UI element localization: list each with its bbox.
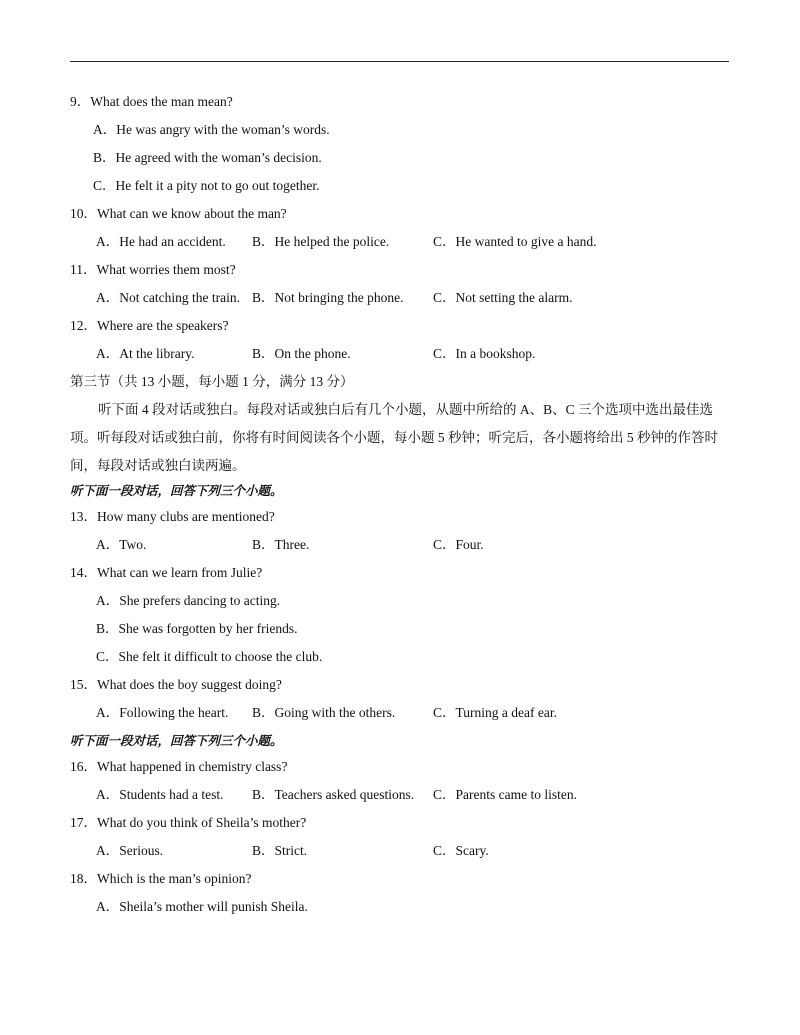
question-stem: 15．What does the boy suggest doing?: [70, 677, 282, 692]
option-b: B．Going with the others.: [252, 705, 396, 720]
option-b: B．Strict.: [252, 843, 308, 858]
option-b: B．On the phone.: [252, 346, 351, 361]
dialogue-note: 听下面一段对话，回答下列三个小题。: [70, 483, 283, 498]
option-a: A．Not catching the train.: [96, 290, 240, 305]
option-c: C．Four.: [433, 537, 484, 552]
question-stem: 17．What do you think of Sheila’s mother?: [70, 815, 307, 830]
option-a: A．Following the heart.: [96, 705, 229, 720]
option-c: C．He wanted to give a hand.: [433, 234, 597, 249]
option-c: C．Parents came to listen.: [433, 787, 577, 802]
question-stem: 9．What does the man mean?: [70, 94, 233, 109]
option-c: C．In a bookshop.: [433, 346, 536, 361]
option-a: A．He was angry with the woman’s words.: [93, 122, 330, 137]
question-stem: 11．What worries them most?: [70, 262, 236, 277]
option-b: B．He agreed with the woman’s decision.: [93, 150, 322, 165]
option-c: C．Not setting the alarm.: [433, 290, 573, 305]
option-a: A．Two.: [96, 537, 147, 552]
option-b: B．Three.: [252, 537, 310, 552]
option-c: C．He felt it a pity not to go out together.: [93, 178, 320, 193]
option-c: C．Scary.: [433, 843, 489, 858]
question-stem: 10．What can we know about the man?: [70, 206, 287, 221]
header-rule: [70, 61, 729, 62]
section-heading: 第三节（共 13 小题，每小题 1 分，满分 13 分）: [70, 374, 354, 389]
section-instructions: 听下面 4 段对话或独白。每段对话或独白后有几个小题，从题中所给的 A、B、C 三个选项中选出最佳选项。听每段对话或独白前，你将有时间阅读各个小题，每小题 5 秒钟；听完后，各小题将给出 5 秒钟的作答时间，每段对话或独白读两遍。: [70, 402, 718, 473]
dialogue-note: 听下面一段对话，回答下列三个小题。: [70, 733, 283, 748]
option-a: A．He had an accident.: [96, 234, 226, 249]
option-c: C．Turning a deaf ear.: [433, 705, 557, 720]
option-a: A．She prefers dancing to acting.: [96, 593, 281, 608]
option-b: B．Not bringing the phone.: [252, 290, 404, 305]
option-a: A．Serious.: [96, 843, 164, 858]
option-b: B．Teachers asked questions.: [252, 787, 415, 802]
question-stem: 12．Where are the speakers?: [70, 318, 229, 333]
option-b: B．She was forgotten by her friends.: [96, 621, 298, 636]
question-stem: 18．Which is the man’s opinion?: [70, 871, 252, 886]
option-c: C．She felt it difficult to choose the club.: [96, 649, 323, 664]
option-a: A．Sheila’s mother will punish Sheila.: [96, 899, 308, 914]
question-stem: 16．What happened in chemistry class?: [70, 759, 288, 774]
option-b: B．He helped the police.: [252, 234, 390, 249]
option-a: A．Students had a test.: [96, 787, 224, 802]
option-a: A．At the library.: [96, 346, 195, 361]
question-stem: 13．How many clubs are mentioned?: [70, 509, 275, 524]
question-stem: 14．What can we learn from Julie?: [70, 565, 263, 580]
